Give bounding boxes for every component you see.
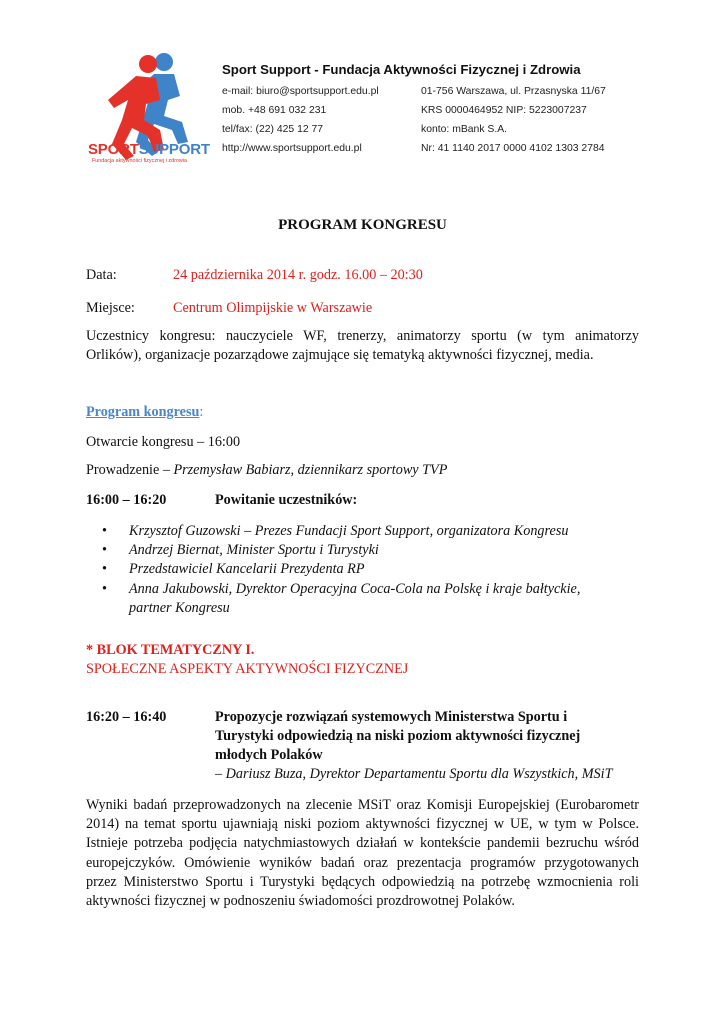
slot2-speaker: – Dariusz Buza, Dyrektor Departamentu Sportu dla Wszystkich, MSiT	[215, 766, 613, 782]
speaker-name-continued: partner Kongresu	[129, 599, 230, 616]
slot1-time: 16:00 – 16:20	[86, 492, 167, 508]
bank-line: konto: mBank S.A.	[421, 124, 508, 135]
bullet-icon: •	[102, 523, 107, 539]
participants-line: Uczestnicy kongresu: nauczyciele WF, trenerzy, animatorzy sportu (w tym animatorzy	[86, 328, 639, 344]
participants-line: Orlików), organizacje pozarządowe zajmujące się tematyką aktywności fizycznej, media.	[86, 347, 594, 364]
phone-fax-line: tel/fax: (22) 425 12 77	[222, 124, 324, 135]
summary-line: aktywności fizycznej w podnoszeniu świadomości prozdrowotnej Polaków.	[86, 893, 515, 910]
speaker-name: Przedstawiciel Kancelarii Prezydenta RP	[129, 561, 365, 578]
mobile-line: mob. +48 691 032 231	[222, 105, 327, 116]
list-item	[86, 560, 646, 579]
bullet-icon: •	[102, 561, 107, 578]
slot2-time: 16:20 – 16:40	[86, 709, 167, 725]
program-heading-colon: :	[199, 404, 204, 420]
speaker-name: Andrzej Biernat, Minister Sportu i Turystyki	[129, 542, 379, 559]
place-label: Miejsce:	[86, 300, 135, 316]
list-item	[86, 522, 646, 541]
program-heading-text: Program kongresu	[86, 404, 200, 420]
slot2-title-line: Turystyki odpowiedzią na niski poziom aktywności fizycznej	[215, 728, 581, 745]
summary-line: Istnieje potrzeba podjęcia natychmiastowych działań w kontekście pandemii bezruchu wśród	[86, 835, 639, 852]
date-label: Data:	[86, 267, 117, 283]
email-line: e-mail: biuro@sportsupport.edu.pl	[222, 86, 379, 97]
block-title: * BLOK TEMATYCZNY I.	[86, 642, 255, 658]
slot1-title: Powitanie uczestników:	[215, 492, 358, 508]
program-heading	[86, 403, 203, 422]
document-title: PROGRAM KONGRESU	[278, 217, 447, 233]
summary-paragraph	[86, 796, 639, 911]
krs-nip-line: KRS 0000464952 NIP: 5223007237	[421, 105, 587, 116]
summary-line: przez Ministerstwo Sportu i Turystyki będących odpowiedzią na potrzebę wzmocnienia roli	[86, 873, 639, 890]
summary-line: europejczyków. Omówienie wyników badań oraz prezentacja programów przygotowanych	[86, 854, 639, 871]
logo-wordmark: SPORTSUPPORT	[88, 141, 210, 158]
organization-name: Sport Support - Fundacja Aktywności Fizycznej i Zdrowia	[222, 62, 581, 77]
contact-info-left	[222, 82, 379, 158]
speaker-name: Anna Jakubowski, Dyrektor Operacyjna Coca-Cola na Polskę i kraje bałtyckie,	[129, 580, 581, 597]
opening-line: Otwarcie kongresu – 16:00	[86, 434, 241, 450]
block-subtitle: SPOŁECZNE ASPEKTY AKTYWNOŚCI FIZYCZNEJ	[86, 661, 409, 677]
participants-paragraph	[86, 327, 639, 365]
speaker-name: Krzysztof Guzowski – Prezes Fundacji Sport Support, organizatora Kongresu	[129, 523, 569, 539]
date-value: 24 października 2014 r. godz. 16.00 – 20:30	[173, 267, 423, 283]
host-line	[86, 461, 447, 480]
logo-tagline: Fundacja aktywności fizycznej i zdrowia	[92, 158, 187, 164]
place-value: Centrum Olimpijskie w Warszawie	[173, 300, 373, 316]
bullet-icon: •	[102, 542, 107, 559]
summary-line: 2014) na temat sportu ujawniają niski poziom aktywności fizycznej w UE, w tym w Polsce.	[86, 816, 639, 833]
host-prefix: Prowadzenie –	[86, 462, 174, 478]
speaker-list	[86, 522, 646, 618]
host-name: Przemysław Babiarz, dziennikarz sportowy TVP	[173, 462, 448, 478]
list-item	[86, 580, 646, 618]
address-line: 01-756 Warszawa, ul. Przasnyska 11/67	[421, 86, 606, 97]
account-number-line: Nr: 41 1140 2017 0000 4102 1303 2784	[421, 143, 605, 154]
summary-line: Wyniki badań przeprowadzonych na zlecenie MSiT oraz Komisji Europejskiej (Eurobarometr	[86, 797, 639, 813]
slot2-title-line: Propozycje rozwiązań systemowych Ministerstwa Sportu i	[215, 709, 568, 725]
bullet-icon: •	[102, 580, 107, 597]
contact-info-right	[421, 82, 606, 158]
slot2-title	[215, 708, 580, 766]
list-item	[86, 541, 646, 560]
website-line: http://www.sportsupport.edu.pl	[222, 143, 362, 154]
slot2-title-line: młodych Polaków	[215, 747, 323, 764]
